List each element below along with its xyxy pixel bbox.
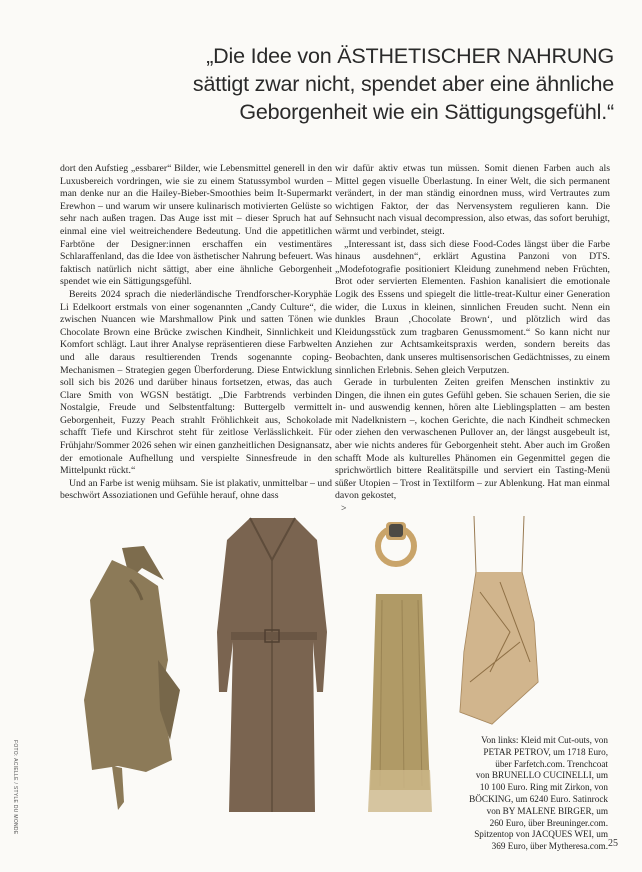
caption-line: über Farfetch.com. Trenchcoat [495,758,608,769]
caption-line: Von links: Kleid mit Cut-outs, von [481,735,608,745]
caption-line: von BRUNELLO CUCINELLI, um [475,770,608,781]
caption-line: 369 Euro, über Mytheresa.com. [491,841,608,852]
product-caption [428,735,608,853]
caption-line: von BY MALENE BIRGER, um [486,805,608,816]
caption-line: 10 100 Euro. Ring mit Zirkon, von [479,782,608,793]
caption-line: 260 Euro, über Breuninger.com. [489,817,608,828]
trenchcoat-image [205,512,340,817]
page-number: 25 [608,838,618,849]
paragraph: Und an Farbe ist wenig mühsam. Sie ist plakativ, unmittelbar – und beschwört Assoziationen und Gefühle herauf, ohne dass [60,477,332,502]
pull-quote-line: „Die Idee von ÄSTHETISCHER NAHRUNG [206,44,614,68]
pull-quote-line: sättigt zwar nicht, spendet aber eine ähnliche [192,72,614,96]
caption-line: Spitzentop von JACQUES WEI, um [474,829,608,840]
article-column-left [60,163,332,503]
caption-line: BÖCKING, um 6240 Euro. Satinrock [469,793,608,804]
pull-quote-line: Geborgenheit wie ein Sättigungsgefühl.“ [239,100,614,124]
pull-quote [54,42,614,126]
paragraph: Gerade in turbulenten Zeiten greifen Menschen instinktiv zu Dingen, die ihnen ein gutes Gefühl geben. Sie schauen Serien, die sie in- und auswendig kennen, hören alte Lieblingsplatten – am besten mit Nadelknistern –, kochen Gerichte, die nach Kindheit schmecken oder ziehen den verwaschenen Pullover an, der längst ausgebeult ist, aber wie nichts anderes für Geborgenheit steht. Aber auch im Großen schafft Mode als kulturelles Phänomen ein Gegenmittel gegen die sprichwörtlich bittere Realitätspille und serviert ein Tasting-Menü süßer Utopien – Trost in Textilform – zur Ablenkung. Hat man einmal davon gekostet, [335,377,610,502]
paragraph: dort den Aufstieg „essbarer“ Bilder, wie Lebensmittel generell in den Luxusbereich vordringen, wie sie zu einem Statussymbol wurden – man denke nur an die Hailey-Bieber-Smoothies beim It-Supermarkt Erewhon – und warum wir unsere kulinarisch motivierten Gelüste so sehr nach außen tragen. Das Auge isst mit – dieser Spruch hat auf einmal eine viel weitreichendere Bedeutung. Und die appetitlichen Farbtöne der Designer:innen erschaffen ein vestimentäres Schlaraffenland, das die Idee von ästhetischer Nahrung befeuert. Was faktisch natürlich nicht sättigt, aber eine ähnliche Geborgenheit spendet wie ein Sättigungsgefühl. [60,163,332,288]
cutout-dress-image [72,540,192,820]
photo-credit: FOTO: ACIELLE / STYLE DU MONDE [12,740,18,835]
paragraph: wir dafür aktiv etwas tun müssen. Somit dienen Farben auch als Mittel gegen visuelle Überlastung. In einer Welt, die sich permanent verändert, in der man ständig einordnen muss, wird Vertrautes zum wichtigen Faktor, der das Nervensystem regulieren kann. Die Sehnsucht nach visual decompression, also etwas, das sofort beruhigt, wärmt und verbindet, steigt. [335,163,610,237]
paragraph: Bereits 2024 sprach die niederländische Trendforscher-Koryphäe Li Edelkoort erstmals von einer sogenannten „Candy Culture“, die zwischen Nuancen wie Marshmallow Pink und satten Tönen wie Chocolate Brown eine Brücke zwischen Kindheit, Sinnlichkeit und Komfort schlägt. Laut ihrer Analyse repräsentieren diese Farbwelten und alle daraus resultierenden Trends sogenannte coping-Mechanismen – Strategien gegen Überforderung. Diese Entwicklung soll sich bis 2026 und darüber hinaus fortsetzen, etwas, das auch Clare Smith von WGSN bestätigt. „Die Farbtrends verbinden Nostalgie, Freude und Selbstentfaltung: Buttergelb vermittelt Geborgenheit, Fuzzy Peach strahlt Fröhlichkeit aus, Schokolade schafft Tiefe und Kirschrot steht für zeitlose Verlässlichkeit. Für Frühjahr/Sommer 2026 sehen wir einen ganzheitlichen Designansatz, der emotionale Aufhellung und verspielte Sinnesfreude in den Mittelpunkt rückt.“ [60,288,332,477]
paragraph: „Interessant ist, dass sich diese Food-Codes längst über die Farbe hinaus ausdehnen“, erklärt Agustina Panzoni von DTS. „Modefotografie positioniert Kleidung zunehmend neben Früchten, Brot oder servierten Elementen. Fashion kanalisiert die emotionale Logik des Essens und spiegelt die little-treat-Kultur einer Generation wider, die Luxus in kleinen, sinnlichen Freuden sucht. Nenn ein dunkles Braun ‚Chocolate Brown‘, und plötzlich wird das Kleidungsstück zum tragbaren Genussmoment.“ So kann nicht nur Anziehen zur Achtsamkeitspraxis werden, sondern bereits das Beobachten, dank unseres multisensorischen Gedächtnisses, zu einem sinnlichen Erlebnis. Sehen gleich Verputzen. [335,238,610,376]
caption-line: PETAR PETROV, um 1718 Euro, [483,746,608,757]
continue-arrow[interactable]: > [341,503,347,515]
lace-top-image [450,512,550,727]
zircon-ring-image [368,512,426,570]
article-column-right [335,163,610,516]
